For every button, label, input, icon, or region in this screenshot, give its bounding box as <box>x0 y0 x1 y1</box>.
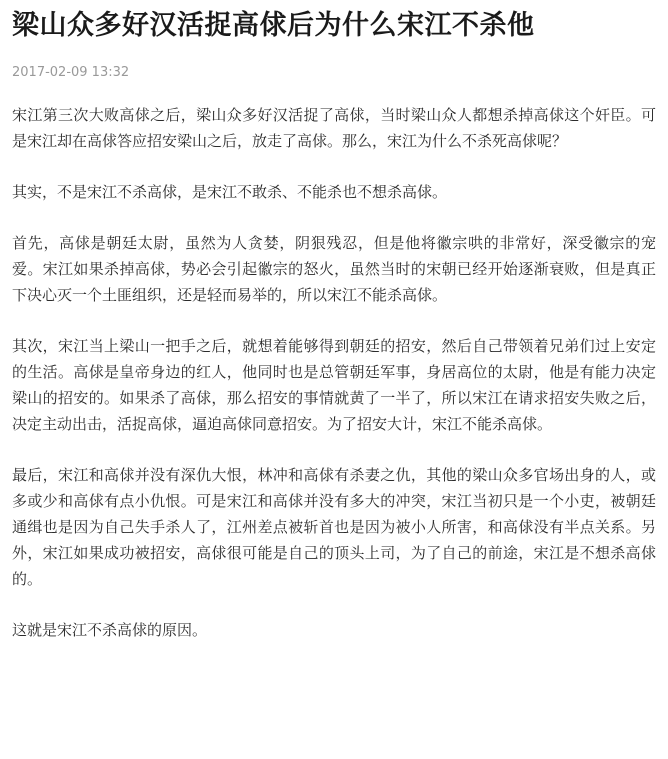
publish-date: 2017-02-09 13:32 <box>12 65 130 80</box>
paragraph: 其次，宋江当上梁山一把手之后，就想着能够得到朝廷的招安，然后自己带领着兄弟们过上安定的生活。高俅是皇帝身边的红人，他同时也是总管朝廷军事，身居高位的太尉，他是有能力决定梁山的招安的。如果杀了高俅，那么招安的事情就黄了一半了，所以宋江在请求招安失败之后，决定主动出击，活捉高俅，逼迫高俅同意招安。为了招安大计，宋江不能杀高俅。 <box>12 337 656 433</box>
paragraph: 其实，不是宋江不杀高俅，是宋江不敢杀、不能杀也不想杀高俅。 <box>12 183 448 201</box>
article-body <box>12 102 656 643</box>
paragraph: 宋江第三次大败高俅之后，梁山众多好汉活捉了高俅，当时梁山众人都想杀掉高俅这个奸臣。可是宋江却在高俅答应招安梁山之后，放走了高俅。那么，宋江为什么不杀死高俅呢？ <box>12 106 656 150</box>
paragraph: 首先，高俅是朝廷太尉，虽然为人贪婪，阴狠残忍，但是他将徽宗哄的非常好，深受徽宗的宠爱。宋江如果杀掉高俅，势必会引起徽宗的怒火，虽然当时的宋朝已经开始逐渐衰败，但是真正下决心灭一个土匪组织，还是轻而易举的，所以宋江不能杀高俅。 <box>12 234 656 304</box>
paragraph: 最后，宋江和高俅并没有深仇大恨，林冲和高俅有杀妻之仇，其他的梁山众多官场出身的人，或多或少和高俅有点小仇恨。可是宋江和高俅并没有多大的冲突，宋江当初只是一个小吏，被朝廷通缉也是因为自己失手杀人了，江州差点被斩首也是因为被小人所害，和高俅没有半点关系。另外，宋江如果成功被招安，高俅很可能是自己的顶头上司，为了自己的前途，宋江是不想杀高俅的。 <box>12 466 656 588</box>
paragraph: 这就是宋江不杀高俅的原因。 <box>12 621 208 639</box>
article-title: 梁山众多好汉活捉高俅后为什么宋江不杀他 <box>12 10 535 41</box>
